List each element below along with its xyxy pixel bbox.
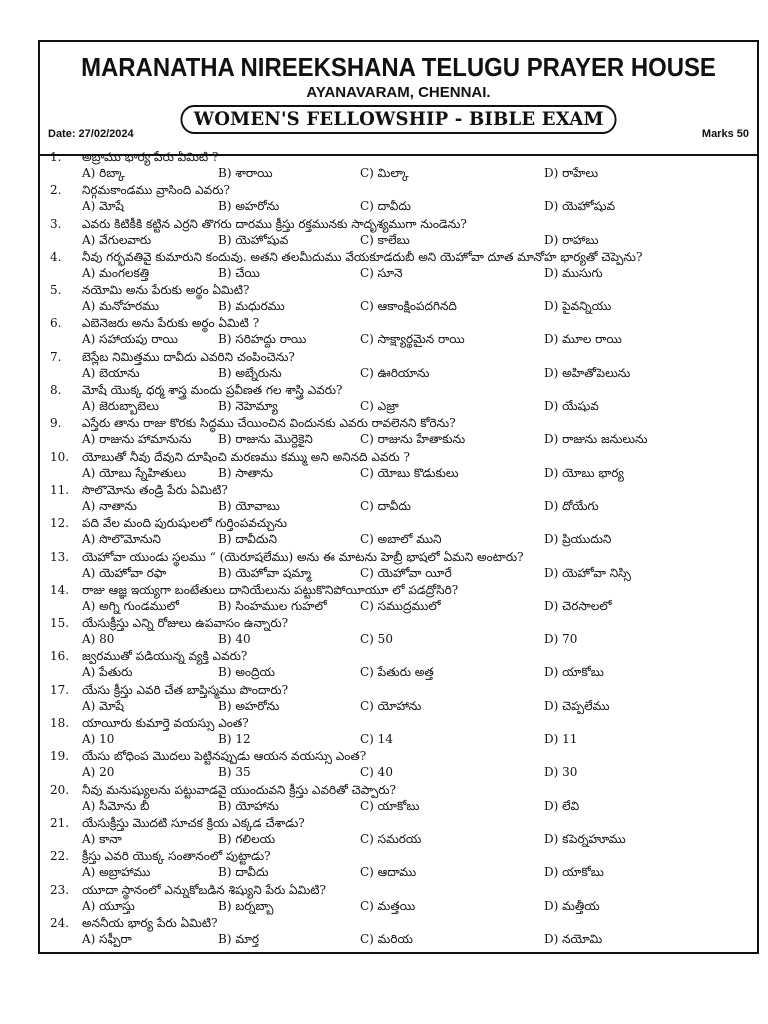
answer-options: [82, 199, 751, 215]
option-a: A) అగ్ని గుండములో: [82, 598, 179, 613]
question-number: 6.: [50, 316, 62, 331]
option-a: A) రిబ్కా: [82, 166, 125, 180]
option-b: B) 35: [218, 765, 251, 780]
option-b: B) నెహెమ్యా: [218, 399, 278, 414]
option-c: C) రాజును హేతాకును: [360, 432, 466, 447]
option-b: B) దావీదు: [218, 865, 269, 880]
option-d: D) 70: [544, 632, 578, 647]
answer-options: [82, 732, 751, 748]
question-number: 16.: [50, 649, 70, 664]
option-a: A) సఫ్పీరా: [82, 931, 132, 946]
question-item: [40, 316, 757, 349]
option-a: A) కానా: [82, 831, 122, 846]
question-number: 24.: [50, 915, 70, 930]
question-text: మోషే యొక్క ధర్మ శాస్త్ర మందు ప్రవీణత గల శాస్త్రి ఎవరు?: [82, 383, 343, 398]
option-d: D) పైవన్నియు: [544, 299, 612, 314]
question-line: [50, 450, 751, 466]
answer-options: [82, 299, 751, 315]
question-number: 23.: [50, 882, 70, 897]
option-c: C) ఎజ్రా: [360, 399, 399, 414]
option-d: D) చెరసాలలో: [544, 598, 612, 613]
question-item: [40, 383, 757, 416]
question-line: [50, 716, 751, 732]
question-line: [50, 516, 751, 532]
option-c: C) ఆకాంక్షింపదగినది: [360, 299, 457, 314]
question-number: 4.: [50, 249, 62, 264]
question-line: [50, 883, 751, 899]
question-number: 21.: [50, 815, 70, 830]
option-a: A) సీమోను బీ: [82, 798, 150, 813]
question-item: [40, 250, 757, 283]
question-text: యాయీరు కుమార్తె వయస్సు ఎంత?: [82, 716, 249, 731]
question-number: 12.: [50, 516, 70, 531]
question-line: [50, 250, 751, 266]
answer-options: [82, 632, 751, 648]
option-b: B) అబ్నేరును: [218, 365, 282, 380]
question-number: 17.: [50, 682, 70, 697]
option-b: B) యెహోవా షమ్మా: [218, 565, 312, 580]
option-d: D) దోయేగు: [544, 498, 599, 513]
option-a: A) జెరుబ్బాబెలు: [82, 399, 159, 414]
question-line: [50, 150, 751, 166]
question-text: సొలొమోను తండ్రి పేరు ఏమిటి?: [82, 482, 228, 497]
question-item: [40, 183, 757, 216]
option-a: A) యెహోవా రఫా: [82, 565, 167, 580]
option-d: D) యేషువ: [544, 399, 599, 414]
answer-options: [82, 665, 751, 681]
option-b: B) 40: [218, 632, 251, 647]
option-b: B) సింహముల గుహలో: [218, 598, 327, 613]
organization-location: AYANAVARAM, CHENNAI.: [306, 84, 491, 101]
question-number: 14.: [50, 582, 70, 597]
question-text: యూదా స్థానంలో ఎన్నుకోబడిన శిష్యుని పేరు ఏమిటి?: [82, 882, 326, 897]
option-d: D) మూల రాయి: [544, 332, 622, 347]
option-c: C) అబాలో ముని: [360, 532, 442, 547]
option-b: B) రాజును మొర్దెకైని: [218, 432, 313, 447]
question-number: 5.: [50, 283, 62, 298]
question-text: నీవు గర్భవతివై కుమారుని కందువు. అతని తలమీదుము వేయకూడదుబీ అని యెహోవా దూత మానోహ భార్యతో చెప్పెను?: [82, 249, 643, 264]
option-d: D) రాహాబు: [544, 232, 599, 247]
answer-options: [82, 366, 751, 382]
option-a: A) పేతురు: [82, 665, 133, 680]
option-d: D) యెహోషువ: [544, 199, 616, 214]
question-number: 1.: [50, 150, 62, 164]
answer-options: [82, 765, 751, 781]
question-line: [50, 783, 751, 799]
option-a: A) అబ్రాహాము: [82, 865, 151, 880]
question-line: [50, 816, 751, 832]
option-d: D) యాకోబు: [544, 665, 604, 680]
question-line: [50, 416, 751, 432]
option-b: B) శారాయి: [218, 166, 273, 180]
answer-options: [82, 599, 751, 615]
question-text: ఎబెనెజరు అను పేరుకు అర్థం ఏమిటి ?: [82, 316, 260, 331]
question-item: [40, 450, 757, 483]
answer-options: [82, 865, 751, 881]
exam-marks: Marks 50: [701, 128, 749, 140]
option-c: C) దావీదు: [360, 498, 411, 513]
question-item: [40, 649, 757, 682]
exam-sheet-frame: [38, 40, 759, 954]
option-c: C) సముద్రములో: [360, 598, 441, 613]
option-c: C) సాక్ష్యార్థమైన రాయి: [360, 332, 465, 347]
question-line: [50, 316, 751, 332]
answer-options: [82, 399, 751, 415]
answer-options: [82, 566, 751, 582]
option-d: D) 11: [544, 732, 578, 747]
option-d: D) ముసుగు: [544, 265, 603, 280]
question-number: 20.: [50, 782, 70, 797]
question-text: నయోమి అను పేరుకు అర్థం ఏమిటి?: [82, 283, 250, 298]
option-d: D) చెప్పలేము: [544, 698, 610, 713]
option-b: B) సాతాను: [218, 465, 274, 480]
exam-header: [40, 42, 757, 156]
question-item: [40, 350, 757, 383]
question-item: [40, 883, 757, 916]
option-c: C) సమరయ: [360, 831, 422, 846]
question-text: యేసుక్రీస్తు మొదటి సూచక క్రియ ఎక్కడ చేశాడు?: [82, 815, 305, 830]
question-text: యెహోవా యుండు స్థలము “ (యెరూషలేము) అను ఈ మాటను హెబ్రీ భాషలో ఏమని అంటారు?: [82, 549, 524, 564]
option-c: C) 40: [360, 765, 393, 780]
question-number: 19.: [50, 749, 70, 764]
question-line: [50, 916, 751, 932]
answer-options: [82, 532, 751, 548]
question-line: [50, 749, 751, 765]
answer-options: [82, 832, 751, 848]
option-c: C) సూనె: [360, 265, 403, 280]
option-b: B) అహరోను: [218, 199, 280, 214]
option-a: A) రాజును హామానును: [82, 432, 192, 447]
option-d: D) యోబు భార్య: [544, 465, 624, 480]
question-number: 13.: [50, 549, 70, 564]
option-c: C) పేతురు అత్త: [360, 665, 434, 680]
question-number: 8.: [50, 383, 62, 398]
option-d: D) యాకోబు: [544, 865, 604, 880]
option-d: D) కపెర్నహూము: [544, 831, 626, 846]
answer-options: [82, 332, 751, 348]
question-text: నీవు మనుష్యులను పట్టువాడవై యుందువని క్రీస్తు ఎవరితో చెప్పారు?: [82, 782, 396, 797]
question-line: [50, 649, 751, 665]
question-text: యేసు క్రీస్తు ఎవరి చేత బాప్తిస్మము పొందారు?: [82, 682, 289, 697]
option-a: A) బెయాను: [82, 365, 140, 380]
option-d: D) రాజును జనులును: [544, 432, 648, 447]
option-c: C) దావీదు: [360, 199, 411, 214]
option-b: B) యోవాబు: [218, 498, 280, 513]
answer-options: [82, 932, 751, 948]
question-item: [40, 683, 757, 716]
question-line: [50, 616, 751, 632]
option-b: B) బర్నబ్బా: [218, 898, 274, 913]
question-line: [50, 583, 751, 599]
option-c: C) యోబు కొడుకులు: [360, 465, 459, 480]
question-text: అబ్రాము భార్య పేరు ఏమిటి ?: [82, 150, 219, 164]
option-a: A) మోషే: [82, 698, 124, 713]
question-text: పది వేల మంది పురుషులలో గుర్తింపవచ్చును: [82, 516, 287, 531]
option-a: A) మోషే: [82, 199, 124, 214]
option-b: B) అహరోను: [218, 698, 280, 713]
question-text: ఎస్తేరు తాను రాజు కొరకు సిద్ధము చేయించిన విందునకు ఎవరు రావలెనని కోరెను?: [82, 416, 456, 431]
option-c: C) ఆదాము: [360, 865, 417, 880]
option-a: A) మనోహరము: [82, 299, 159, 314]
question-line: [50, 283, 751, 299]
answer-options: [82, 699, 751, 715]
answer-options: [82, 899, 751, 915]
answer-options: [82, 266, 751, 282]
question-text: నిర్గమకాండము వ్రాసింది ఎవరు?: [82, 183, 230, 198]
answer-options: [82, 499, 751, 515]
option-b: B) అంద్రియ: [218, 665, 275, 680]
question-number: 2.: [50, 183, 62, 198]
question-item: [40, 217, 757, 250]
option-d: D) 30: [544, 765, 578, 780]
option-a: A) 10: [82, 732, 115, 747]
question-item: [40, 483, 757, 516]
option-c: C) ఊరియాను: [360, 365, 430, 380]
question-item: [40, 550, 757, 583]
option-b: B) మార్త: [218, 931, 259, 946]
option-b: B) మధురము: [218, 299, 285, 314]
option-d: D) మత్తీయ: [544, 898, 600, 913]
question-line: [50, 383, 751, 399]
question-item: [40, 849, 757, 882]
question-item: [40, 916, 757, 949]
question-line: [50, 217, 751, 233]
option-c: C) యాకోబు: [360, 798, 420, 813]
question-text: యేసుక్రీస్తు ఎన్ని రోజులు ఉపవాసం ఉన్నారు?: [82, 616, 289, 631]
option-d: D) అహితోపెలును: [544, 365, 631, 380]
question-number: 22.: [50, 849, 70, 864]
exam-date: Date: 27/02/2024: [48, 128, 134, 140]
option-a: A) వేగులవారు: [82, 232, 152, 247]
option-c: C) కాలేబు: [360, 232, 410, 247]
option-c: C) మరియ: [360, 931, 413, 946]
question-number: 11.: [50, 482, 70, 497]
option-c: C) యెహోవా యీరే: [360, 565, 452, 580]
option-a: A) మంగలకత్తి: [82, 265, 150, 280]
option-b: B) దావీదుని: [218, 532, 278, 547]
question-text: బెస్లేబ నిమిత్తము దావీదు ఎవరిని చంపించెను?: [82, 349, 295, 364]
question-text: అననీయ భార్య పేరు ఏమిటి?: [82, 915, 218, 930]
option-b: B) గలిలయ: [218, 831, 276, 846]
option-a: A) యూస్తు: [82, 898, 135, 913]
option-a: A) నాతాను: [82, 498, 137, 513]
question-number: 7.: [50, 349, 62, 364]
question-text: క్రీస్తు ఎవరి యొక్క సంతానంలో పుట్టాడు?: [82, 849, 271, 864]
answer-options: [82, 799, 751, 815]
question-number: 18.: [50, 716, 70, 731]
question-list: [40, 150, 757, 949]
option-b: B) సరిహద్దు రాయి: [218, 332, 307, 347]
option-c: C) మత్తయి: [360, 898, 416, 913]
answer-options: [82, 466, 751, 482]
exam-title: WOMEN'S FELLOWSHIP - BIBLE EXAM: [180, 105, 616, 134]
question-text: యేసు బోధింప మొదలు పెట్టినప్పుడు ఆయన వయస్సు ఎంత?: [82, 749, 367, 764]
question-number: 9.: [50, 416, 62, 431]
question-text: యోబుతో నీవు దేవుని దూషించి మరణము కమ్ము అని అనినది ఎవరు ?: [82, 449, 410, 464]
question-number: 10.: [50, 449, 70, 464]
question-line: [50, 550, 751, 566]
option-c: C) మిల్కా: [360, 166, 409, 180]
question-item: [40, 816, 757, 849]
option-b: B) యోహాను: [218, 798, 279, 813]
option-d: D) నయోమి: [544, 931, 603, 946]
organization-name: MARANATHA NIREEKSHANA TELUGU PRAYER HOUSE: [81, 52, 716, 82]
option-d: D) యెహోవా నిస్సి: [544, 565, 631, 580]
option-c: C) 50: [360, 632, 393, 647]
option-a: A) సహాయపు రాయి: [82, 332, 178, 347]
question-line: [50, 183, 751, 199]
question-text: జ్వరముతో పడియున్న వ్యక్తి ఎవరు?: [82, 649, 248, 664]
option-a: A) యోబు స్నేహితులు: [82, 465, 187, 480]
question-item: [40, 749, 757, 782]
question-text: ఎవరు కిటికీకి కట్టిన ఎర్రని తొగరు దారము క్రీస్తు రక్తమునకు సాదృశ్యముగా నుండెను?: [82, 216, 467, 231]
option-b: B) చేయి: [218, 265, 260, 280]
option-b: B) యెహోషువ: [218, 232, 289, 247]
option-a: A) సొలొమోనుని: [82, 532, 161, 547]
question-text: రాజు ఆజ్ఞ ఇయ్యగా బంటేతులు దానియేలును పట్టుకొనిపోయీయూ లో పడద్రోసిరి?: [82, 582, 459, 597]
answer-options: [82, 432, 751, 448]
question-line: [50, 483, 751, 499]
question-line: [50, 683, 751, 699]
question-item: [40, 616, 757, 649]
question-item: [40, 283, 757, 316]
option-b: B) 12: [218, 732, 251, 747]
option-d: D) రాహేలు: [544, 166, 599, 180]
option-c: C) 14: [360, 732, 393, 747]
answer-options: [82, 166, 751, 182]
question-line: [50, 350, 751, 366]
question-item: [40, 150, 757, 183]
exam-title-wrap: [40, 105, 757, 134]
question-number: 15.: [50, 616, 70, 631]
question-number: 3.: [50, 216, 62, 231]
question-item: [40, 783, 757, 816]
option-d: D) లేవి: [544, 798, 580, 813]
option-c: C) యోహాను: [360, 698, 422, 713]
option-a: A) 80: [82, 632, 115, 647]
question-item: [40, 583, 757, 616]
option-d: D) ప్రియుదుని: [544, 532, 612, 547]
question-item: [40, 716, 757, 749]
answer-options: [82, 233, 751, 249]
question-item: [40, 416, 757, 449]
question-line: [50, 849, 751, 865]
question-item: [40, 516, 757, 549]
option-a: A) 20: [82, 765, 115, 780]
